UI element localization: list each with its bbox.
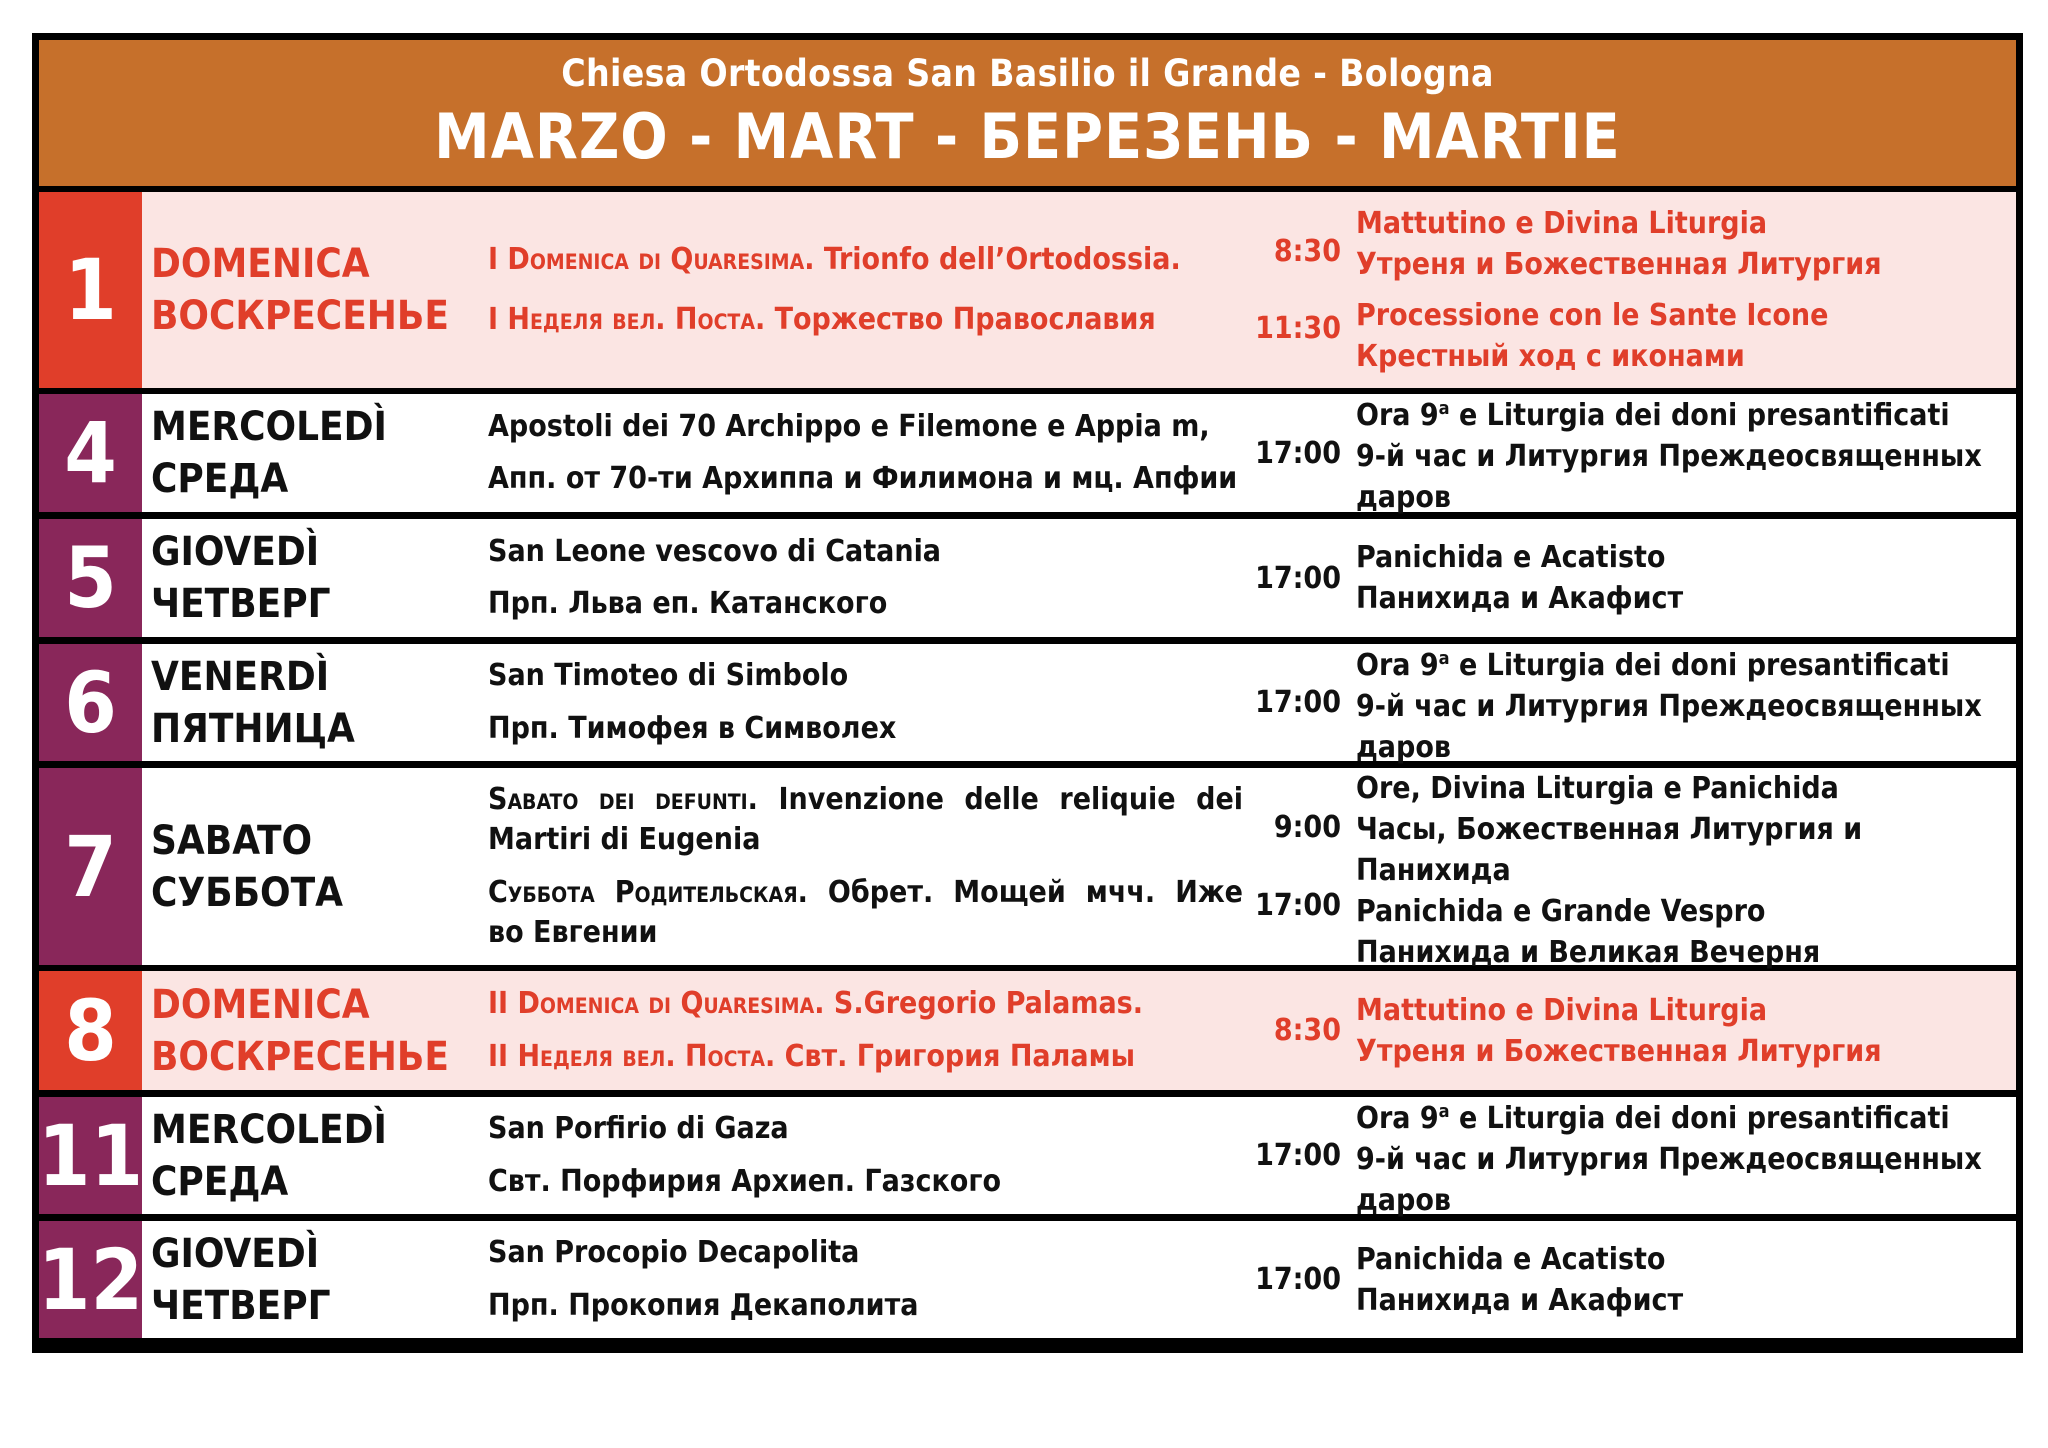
feast-ru: Суббота Родительская.	[488, 874, 808, 910]
feast-it: I Domenica di Quaresima.	[488, 242, 815, 277]
saint-cell	[480, 1221, 1251, 1338]
saint-ru	[488, 300, 1243, 340]
weekday-ru: ЧЕТВЕРГ	[151, 1282, 331, 1329]
weekday-it: GIOVEDÌ	[151, 529, 320, 575]
saint-ru: Свт. Порфирия Архиеп. Газского	[488, 1163, 1002, 1199]
feast-ru: II Неделя вел. Поста.	[488, 1039, 776, 1074]
day-number: 7	[39, 768, 142, 965]
saint-it: Apostoli dei 70 Archippo e Filemone e Appia m,	[488, 408, 1210, 444]
saint-it-text: Trionfo dell’Ortodossia.	[823, 242, 1181, 277]
saint-ru-line2: во Евгении	[488, 914, 658, 950]
saint-ru: Прп. Льва еп. Катанского	[488, 586, 888, 622]
saint-ru	[488, 1037, 1243, 1077]
service-it-sup: a	[1438, 1100, 1450, 1122]
service-time: 8:30	[1273, 234, 1341, 269]
service-it	[1356, 638, 2016, 686]
time-cell	[1254, 1097, 1347, 1214]
day-number: 4	[39, 394, 142, 512]
weekday-ru: ЧЕТВЕРГ	[151, 581, 331, 627]
day-number: 1	[39, 192, 142, 388]
service-it-b: e Liturgia dei doni presantificati	[1449, 398, 1950, 433]
service-time: 17:00	[1255, 685, 1341, 720]
service-item	[1356, 768, 2016, 891]
saint-cell	[480, 644, 1251, 761]
service-it-b: e Liturgia dei doni presantificati	[1449, 1100, 1950, 1136]
service-it-a: Ora 9	[1356, 647, 1439, 683]
day-number: 8	[39, 971, 142, 1090]
time-cell	[1254, 519, 1347, 637]
service-it-sup: a	[1438, 398, 1450, 419]
day-number: 5	[39, 519, 142, 637]
service-ru: 9-й час и Литургия Преждеосвященных даров	[1356, 1141, 1982, 1218]
day-number: 11	[39, 1097, 142, 1214]
service-time: 17:00	[1255, 887, 1341, 923]
day-number: 6	[39, 644, 142, 761]
calendar-header	[39, 40, 2016, 186]
service-it: Ore, Divina Liturgia e Panichida	[1356, 771, 1839, 806]
table-row	[39, 971, 2016, 1090]
feast-it: II Domenica di Quaresima.	[488, 986, 825, 1021]
service-time: 11:30	[1255, 311, 1341, 346]
saint-it-line1: Invenzione delle reliquie dei	[778, 782, 1244, 818]
service-time: 17:00	[1255, 1262, 1341, 1297]
service-cell	[1350, 1097, 2016, 1218]
weekday-cell	[145, 1097, 477, 1214]
weekday-cell	[145, 192, 477, 388]
weekday-ru: ВОСКРЕСЕНЬЕ	[151, 1033, 449, 1080]
service-ru: 9-й час и Литургия Преждеосвященных даров	[1356, 439, 1982, 515]
saint-it: San Leone vescovo di Catania	[488, 533, 942, 569]
saint-ru: Прп. Прокопия Декаполита	[488, 1287, 919, 1323]
feast-it: Sabato dei defunti.	[488, 782, 758, 818]
service-it: Mattutino e Divina Liturgia	[1356, 992, 1768, 1028]
weekday-ru: СРЕДА	[151, 456, 289, 502]
service-it: Panichida e Grande Vespro	[1356, 894, 1766, 929]
service-time: 9:00	[1273, 810, 1341, 846]
service-time: 17:00	[1255, 435, 1341, 471]
table-row	[39, 519, 2016, 637]
saint-cell	[480, 192, 1251, 388]
weekday-ru: ПЯТНИЦА	[151, 705, 355, 752]
service-it: Mattutino e Divina Liturgia	[1356, 205, 1768, 241]
service-time: 8:30	[1273, 1013, 1341, 1048]
time-cell	[1254, 192, 1347, 388]
time-cell	[1254, 768, 1347, 965]
saint-cell	[480, 519, 1251, 637]
service-it	[1356, 1091, 2016, 1139]
saint-it: San Procopio Decapolita	[488, 1235, 860, 1271]
service-it: Panichida e Acatisto	[1356, 540, 1666, 575]
service-ru: Панихида и Великая Вечерня	[1356, 935, 1821, 970]
weekday-it: DOMENICA	[151, 241, 370, 287]
saint-it: San Porfirio di Gaza	[488, 1111, 789, 1147]
time-cell	[1254, 644, 1347, 761]
table-row	[39, 394, 2016, 515]
service-ru: 9-й час и Литургия Преждеосвященных даров	[1356, 688, 1982, 765]
table-row	[39, 1221, 2016, 1338]
service-it-b: e Liturgia dei doni presantificati	[1449, 647, 1950, 683]
weekday-it: MERCOLEDÌ	[151, 404, 387, 450]
weekday-it: DOMENICA	[151, 981, 370, 1028]
service-time: 17:00	[1255, 1138, 1341, 1173]
table-row	[39, 768, 2016, 970]
church-name: Chiesa Ortodossa San Basilio il Grande - Bologna	[561, 52, 1494, 95]
service-time: 17:00	[1255, 560, 1341, 596]
saint-it: San Timoteo di Simbolo	[488, 658, 849, 694]
service-cell	[1350, 1221, 2016, 1338]
saint-cell	[480, 1097, 1251, 1214]
service-item	[1356, 295, 2016, 377]
service-ru: Панихида и Акафист	[1356, 1282, 1684, 1318]
weekday-cell	[145, 519, 477, 637]
weekday-cell	[145, 768, 477, 965]
time-cell	[1254, 1221, 1347, 1338]
service-ru: Утреня и Божественная Литургия	[1356, 1033, 1882, 1069]
weekday-it: SABATO	[151, 817, 313, 864]
weekday-ru: СРЕДА	[151, 1158, 289, 1205]
saint-it	[488, 240, 1243, 280]
saint-cell	[480, 394, 1251, 512]
service-cell	[1350, 644, 2016, 765]
service-cell	[1350, 394, 2016, 515]
weekday-cell	[145, 644, 477, 761]
table-row	[39, 644, 2016, 765]
service-ru: Утреня и Божественная Литургия	[1356, 246, 1882, 282]
service-it-a: Ora 9	[1356, 398, 1439, 433]
service-it-sup: a	[1438, 647, 1450, 669]
service-ru: Крестный ход с иконами	[1356, 339, 1745, 375]
day-number: 12	[39, 1221, 142, 1338]
service-cell	[1350, 519, 2016, 637]
weekday-it: MERCOLEDÌ	[151, 1106, 387, 1153]
saint-cell	[480, 971, 1251, 1090]
service-cell	[1350, 192, 2016, 388]
feast-ru: I Неделя вел. Поста.	[488, 302, 766, 337]
weekday-it: GIOVEDÌ	[151, 1230, 320, 1277]
service-it-a: Ora 9	[1356, 1100, 1439, 1136]
saint-it-line2: Martiri di Eugenia	[488, 822, 761, 858]
saint-ru-text: Торжество Православия	[774, 302, 1156, 337]
weekday-cell	[145, 1221, 477, 1338]
weekday-ru: ВОСКРЕСЕНЬЕ	[151, 293, 449, 339]
saint-ru: Апп. от 70-ти Архиппа и Филимона и мц. Апфии	[488, 461, 1238, 497]
service-cell	[1350, 971, 2016, 1090]
saint-ru-text: Свт. Григория Паламы	[784, 1039, 1136, 1074]
weekday-cell	[145, 971, 477, 1090]
time-cell	[1254, 394, 1347, 512]
service-item	[1356, 891, 2016, 973]
saint-it-text: S.Gregorio Palamas.	[833, 986, 1143, 1021]
calendar-frame	[32, 33, 2023, 1353]
saint-ru-line1: Обрет. Мощей мчч. Иже	[827, 874, 1243, 910]
service-ru: Часы, Божественная Литургия и Панихида	[1356, 812, 1863, 888]
service-ru: Панихида и Акафист	[1356, 581, 1684, 616]
weekday-it: VENERDÌ	[151, 653, 330, 700]
service-it: Panichida e Acatisto	[1356, 1241, 1666, 1277]
weekday-ru: СУББОТА	[151, 869, 343, 916]
saint-it	[488, 780, 1243, 860]
service-cell	[1350, 768, 2016, 970]
saint-it	[488, 984, 1243, 1024]
service-it: Processione con le Sante Icone	[1356, 298, 1829, 334]
saint-ru: Прп. Тимофея в Символех	[488, 710, 897, 746]
saint-cell	[480, 768, 1251, 965]
table-row	[39, 192, 2016, 388]
time-cell	[1254, 971, 1347, 1090]
weekday-cell	[145, 394, 477, 512]
table-row	[37, 1097, 2016, 1218]
service-item	[1356, 203, 2016, 285]
month-title: MARZO - MART - БЕРЕЗЕНЬ - MARTIE	[434, 100, 1621, 173]
service-it	[1356, 388, 2016, 436]
saint-ru	[488, 873, 1243, 953]
